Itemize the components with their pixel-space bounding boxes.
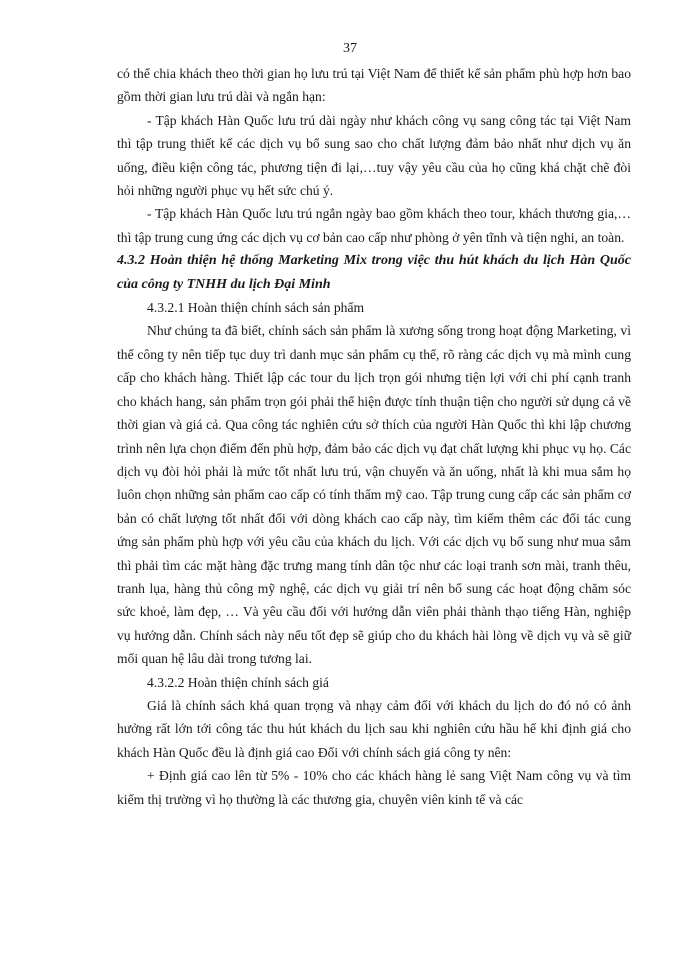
subsection-heading-product-policy: 4.3.2.1 Hoàn thiện chính sách sản phẩm xyxy=(147,300,365,316)
page-body xyxy=(117,62,631,811)
paragraph-product-policy: Như chúng ta đã biết, chính sách sản phẩm là xương sống trong hoạt động Marketing, vì thế công ty nên tiếp tục duy trì danh mục sản phẩm cụ thể, rõ ràng các dịch vụ mà mình cung cấp cho khách hàng. Thiết lập các tour du lịch trọn gói nhưng tiện lợi với chi phí cạnh tranh cho khách hang, sản phẩm trọn gói phải thể hiện được tính thuận tiện cho người sử dụng cả về thời gian và giá cả. Qua công tác nghiên cứu sở thích của người Hàn Quốc thì khi lập chương trình nên lựa chọn điểm đến phù hợp, đảm bảo các dịch vụ đạt chất lượng khi phục vụ họ. Các dịch vụ đòi hỏi phải là mức tốt nhất lưu trú, vận chuyển và ăn uống, nhất là khi mua sắm họ luôn chọn những sản phẩm cao cấp có tính thẩm mỹ cao. Tập trung cung cấp các sản phẩm cơ bản có chất lượng tốt nhất đối với dòng khách cao cấp này, tìm kiếm thêm các đối tác cung ứng sản phẩm phù hợp với yêu cầu của khách du lịch. Với các dịch vụ bổ sung như mua sắm thì phải tìm các mặt hàng đặc trưng mang tính dân tộc như các loại tranh sơn mài, tranh thêu, tranh lụa, hàng thủ công mỹ nghệ, các dịch vụ giải trí nên bổ sung các hoạt động chăm sóc sức khoẻ, làm đẹp, … Và yêu cầu đối với hướng dẫn viên phải thành thạo tiếng Hàn, nghiệp vụ hướng dẫn. Chính sách này nếu tốt đẹp sẽ giúp cho du khách hài lòng về dịch vụ và sẽ giữ mối quan hệ lâu dài trong tương lai. xyxy=(117,323,631,667)
paragraph-price-policy: Giá là chính sách khá quan trọng và nhạy cảm đối với khách du lịch do đó nó có ảnh hưởng rất lớn tới công tác thu hút khách du lịch sau khi nghiên cứu hầu hế khi định giá cho khách Hàn Quốc đều là định giá cao Đối với chính sách giá công ty nên: xyxy=(117,697,631,760)
paragraph-price-increase: + Định giá cao lên từ 5% - 10% cho các khách hàng lẻ sang Việt Nam công vụ và tìm kiếm thị trường vì họ thường là các thương gia, chuyên viên kinh tế và các xyxy=(117,768,631,807)
paragraph-intro: có thể chia khách theo thời gian họ lưu trú tại Việt Nam để thiết kế sản phẩm phù hợp hơn bao gồm thời gian lưu trú dài và ngắn hạn: xyxy=(117,66,631,105)
subsection-heading-price-policy: 4.3.2.2 Hoàn thiện chính sách giá xyxy=(147,674,329,690)
paragraph-long-stay-guests: - Tập khách Hàn Quốc lưu trú dài ngày như khách công vụ sang công tác tại Việt Nam thì tập trung thiết kế các dịch vụ bổ sung sao cho chất lượng đảm bảo nhất như dịch vụ ăn uống, điều kiện công tác, phương tiện đi lại,…tuy vậy yêu cầu của họ cũng khá chặt chẽ đòi hỏi những người phục vụ hết sức chú ý. xyxy=(117,112,631,199)
section-heading-4-3-2: 4.3.2 Hoàn thiện hệ thống Marketing Mix trong việc thu hút khách du lịch Hàn Quốc của công ty TNHH du lịch Đại Minh xyxy=(117,253,631,292)
paragraph-short-stay-guests: - Tập khách Hàn Quốc lưu trú ngắn ngày bao gồm khách theo tour, khách thương gia,…thì tập trung cung ứng các dịch vụ cơ bản cao cấp như phòng ở yên tĩnh và tiện nghi, an toàn. xyxy=(117,206,631,245)
page-number: 37 xyxy=(343,41,357,56)
